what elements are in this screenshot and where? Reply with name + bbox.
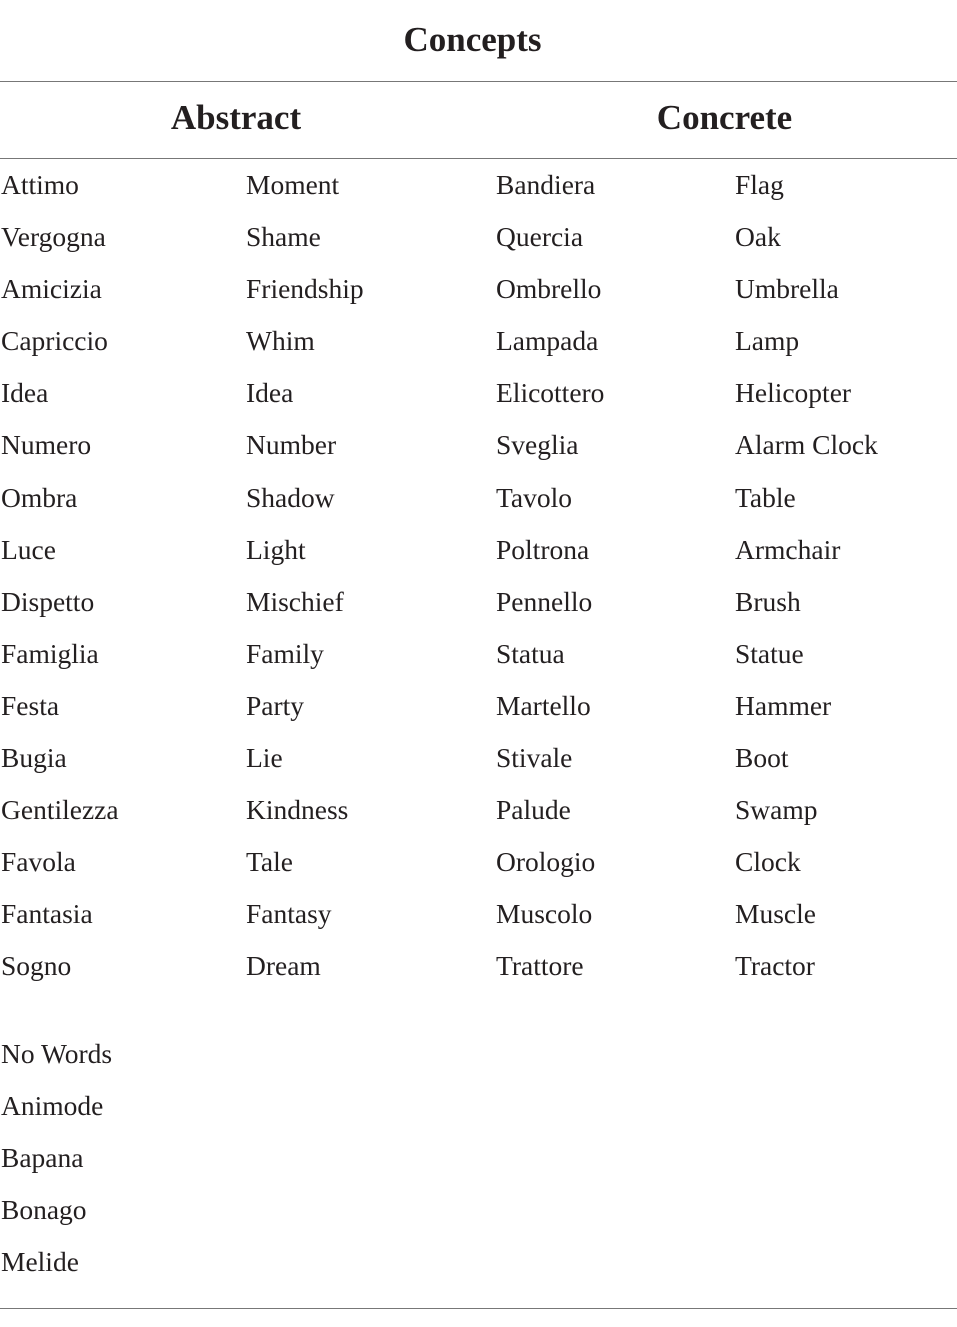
concrete-italian-cell: Ombrello bbox=[496, 273, 602, 305]
abstract-english-cell: Mischief bbox=[246, 585, 344, 617]
concrete-english-cell: Clock bbox=[735, 846, 801, 878]
abstract-english-cell: Idea bbox=[246, 377, 294, 409]
abstract-english-cell: Number bbox=[246, 429, 337, 461]
table-row bbox=[0, 418, 957, 470]
concrete-italian-cell: Muscolo bbox=[496, 898, 593, 930]
abstract-english-cell: Friendship bbox=[246, 273, 364, 305]
table-title: Concepts bbox=[403, 20, 542, 59]
no-words-label: No Words bbox=[1, 1038, 113, 1069]
concrete-italian-cell: Martello bbox=[496, 689, 591, 721]
abstract-english-cell: Fantasy bbox=[246, 898, 332, 930]
table-row bbox=[0, 939, 957, 991]
no-word-item: Bapana bbox=[1, 1142, 84, 1174]
concrete-italian-cell: Elicottero bbox=[496, 377, 605, 409]
concrete-italian-cell: Quercia bbox=[496, 221, 584, 253]
abstract-english-cell: Tale bbox=[246, 846, 293, 878]
abstract-english-cell: Dream bbox=[246, 950, 321, 982]
concrete-english-cell: Hammer bbox=[735, 689, 832, 721]
concrete-english-cell: Statue bbox=[735, 637, 804, 669]
abstract-group-header: Abstract bbox=[170, 98, 302, 137]
abstract-italian-cell: Dispetto bbox=[1, 585, 95, 617]
abstract-english-cell: Shame bbox=[246, 221, 321, 253]
concrete-italian-cell: Lampada bbox=[496, 325, 599, 357]
table-row bbox=[0, 314, 957, 366]
table-row bbox=[0, 523, 957, 575]
abstract-italian-cell: Attimo bbox=[1, 169, 79, 200]
concrete-group-header: Concrete bbox=[656, 98, 793, 137]
top-rule bbox=[0, 81, 957, 82]
concrete-english-cell: Boot bbox=[735, 742, 789, 774]
table-row bbox=[0, 471, 957, 523]
concrete-english-cell: Oak bbox=[735, 221, 781, 253]
concrete-english-cell: Muscle bbox=[735, 898, 816, 930]
abstract-english-cell: Kindness bbox=[246, 794, 349, 826]
concrete-italian-cell: Palude bbox=[496, 794, 571, 826]
concrete-english-cell: Helicopter bbox=[735, 377, 852, 409]
concrete-italian-cell: Stivale bbox=[496, 742, 573, 774]
table-row bbox=[0, 627, 957, 679]
abstract-english-cell: Whim bbox=[246, 325, 315, 357]
abstract-english-cell: Lie bbox=[246, 742, 283, 774]
table-row bbox=[0, 679, 957, 731]
concrete-italian-cell: Tavolo bbox=[496, 481, 572, 513]
concrete-italian-cell: Orologio bbox=[496, 846, 596, 878]
concrete-english-cell: Lamp bbox=[735, 325, 800, 357]
table-row bbox=[0, 731, 957, 783]
abstract-italian-cell: Sogno bbox=[1, 950, 72, 982]
abstract-italian-cell: Ombra bbox=[1, 481, 78, 513]
table-row bbox=[0, 158, 957, 210]
concrete-english-cell: Tractor bbox=[735, 950, 815, 982]
abstract-italian-cell: Gentilezza bbox=[1, 794, 119, 826]
no-word-item: Animode bbox=[1, 1090, 104, 1122]
bottom-rule bbox=[0, 1308, 957, 1309]
concrete-english-cell: Swamp bbox=[735, 794, 818, 826]
abstract-italian-cell: Capriccio bbox=[1, 325, 108, 357]
abstract-italian-cell: Vergogna bbox=[1, 221, 106, 253]
no-word-item: Bonago bbox=[1, 1194, 87, 1226]
abstract-english-cell: Shadow bbox=[246, 481, 335, 513]
table-row bbox=[0, 835, 957, 887]
table-row bbox=[0, 783, 957, 835]
table-row bbox=[0, 210, 957, 262]
concrete-italian-cell: Trattore bbox=[496, 950, 584, 982]
abstract-italian-cell: Luce bbox=[1, 533, 56, 565]
abstract-italian-cell: Numero bbox=[1, 429, 92, 461]
abstract-italian-cell: Bugia bbox=[1, 742, 67, 774]
table-row bbox=[0, 366, 957, 418]
abstract-italian-cell: Festa bbox=[1, 689, 60, 721]
no-words-section bbox=[1, 1037, 112, 1297]
concrete-italian-cell: Poltrona bbox=[496, 533, 590, 565]
abstract-english-cell: Moment bbox=[246, 169, 340, 200]
concrete-english-cell: Armchair bbox=[735, 533, 841, 565]
abstract-italian-cell: Idea bbox=[1, 377, 49, 409]
concrete-english-cell: Alarm Clock bbox=[735, 429, 878, 461]
table-row bbox=[0, 575, 957, 627]
concrete-english-cell: Flag bbox=[735, 169, 784, 200]
abstract-italian-cell: Famiglia bbox=[1, 637, 99, 669]
table-body bbox=[0, 158, 957, 992]
abstract-english-cell: Light bbox=[246, 533, 306, 565]
concrete-english-cell: Umbrella bbox=[735, 273, 839, 305]
table-row bbox=[0, 887, 957, 939]
concrete-italian-cell: Sveglia bbox=[496, 429, 579, 461]
abstract-english-cell: Party bbox=[246, 689, 305, 721]
concrete-italian-cell: Bandiera bbox=[496, 169, 596, 200]
concrete-italian-cell: Pennello bbox=[496, 585, 593, 617]
no-word-item: Melide bbox=[1, 1246, 79, 1278]
abstract-italian-cell: Amicizia bbox=[1, 273, 102, 305]
abstract-italian-cell: Favola bbox=[1, 846, 76, 878]
abstract-english-cell: Family bbox=[246, 637, 324, 669]
table-row bbox=[0, 262, 957, 314]
concrete-english-cell: Table bbox=[735, 481, 796, 513]
concrete-english-cell: Brush bbox=[735, 585, 801, 617]
abstract-italian-cell: Fantasia bbox=[1, 898, 93, 930]
concrete-italian-cell: Statua bbox=[496, 637, 565, 669]
